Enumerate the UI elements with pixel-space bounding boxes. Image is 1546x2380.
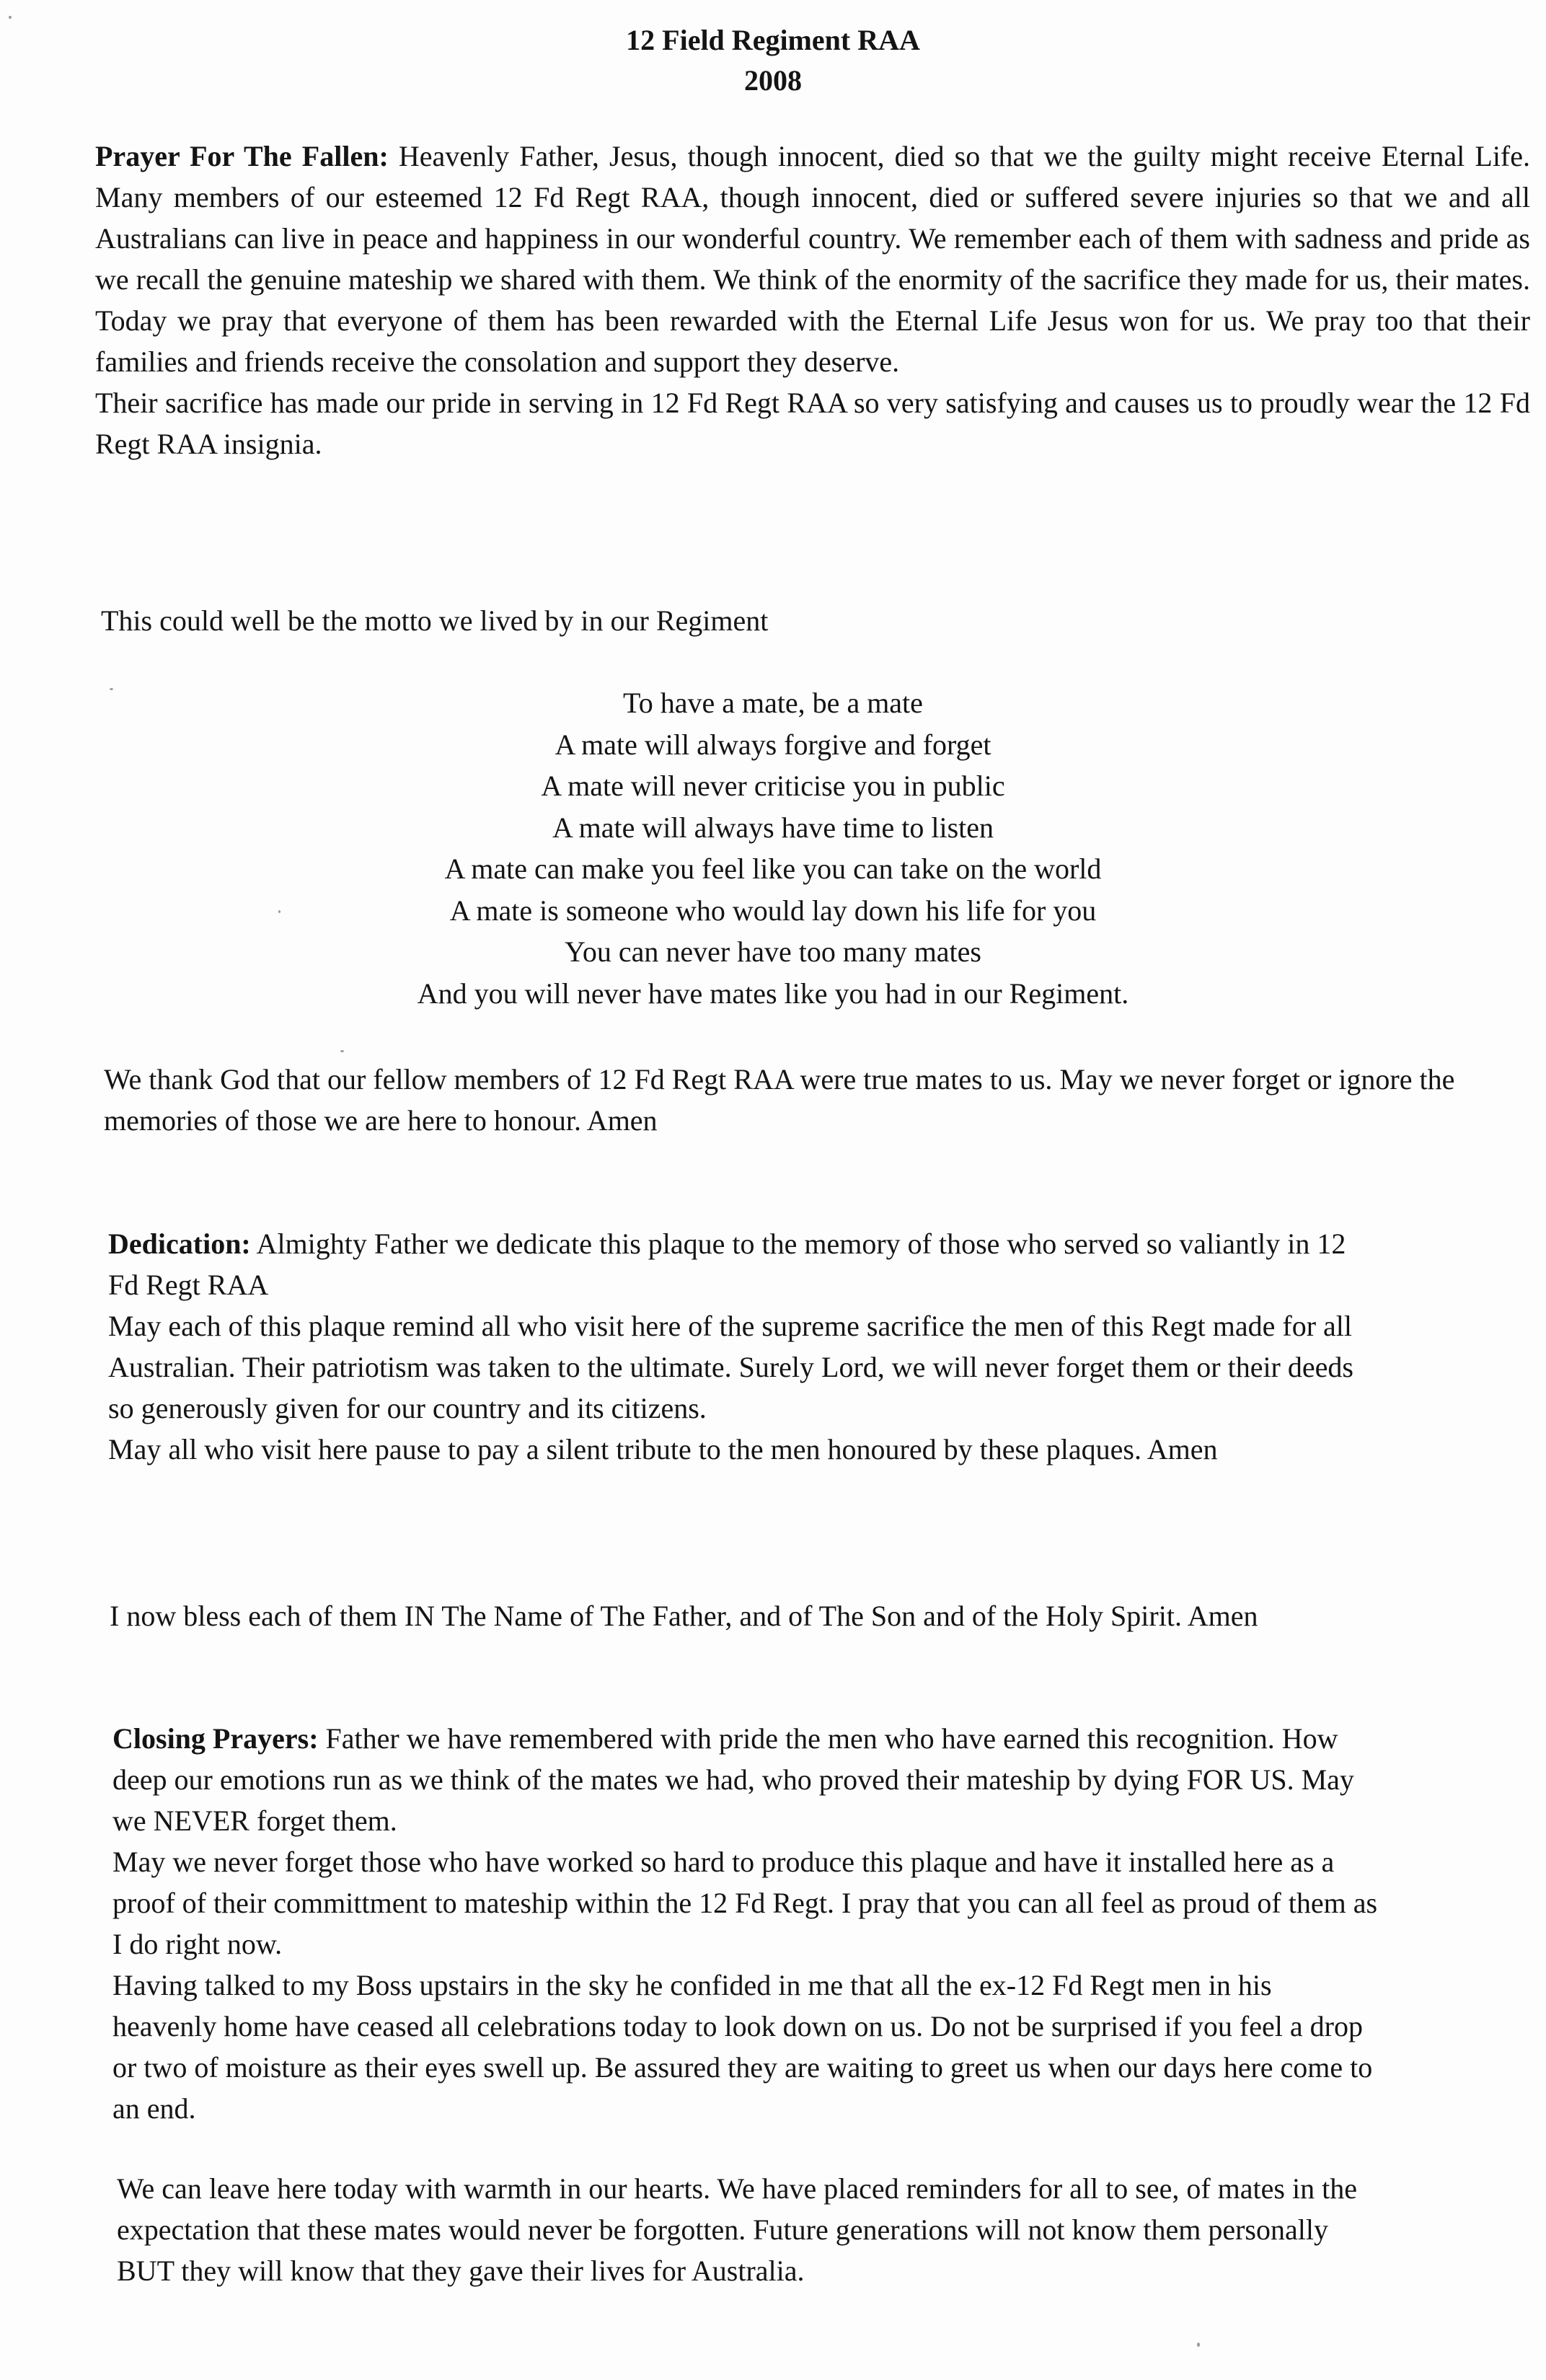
poem-line: You can never have too many mates	[564, 935, 981, 968]
poem-line: A mate will always have time to listen	[552, 811, 994, 844]
poem-line: A mate will always forgive and forget	[555, 728, 991, 761]
document-year: 2008	[744, 64, 802, 97]
scan-speck	[1197, 2342, 1200, 2347]
dedication-text-3: May all who visit here pause to pay a silent tribute to the men honoured by these plaques. Amen	[108, 1433, 1218, 1466]
closing-text-2: May we never forget those who have worked so hard to produce this plaque and have it installed here as a proof of their committment to mateship within the 12 Fd Regt. I pray that you can all feel as proud of them as I do right now.	[112, 1846, 1378, 1960]
scan-speck	[110, 688, 113, 690]
poem-line: To have a mate, be a mate	[623, 687, 923, 719]
poem-line: A mate will never criticise you in public	[541, 770, 1005, 802]
document-title: 12 Field Regiment RAA	[626, 24, 920, 56]
closing-paragraph	[112, 1718, 1382, 1841]
mate-poem	[0, 682, 1546, 1014]
document-header	[0, 20, 1546, 101]
blessing-paragraph: I now bless each of them IN The Name of The Father, and of The Son and of the Holy Spirit. Amen	[110, 1600, 1258, 1632]
closing-text-3: Having talked to my Boss upstairs in the sky he confided in me that all the ex-12 Fd Regt men in his heavenly home have ceased all celebrations today to look down on us. Do not be surprised if you feel a drop or two of moisture as their eyes swell up. Be assured they are waiting to greet us when our days here come to an end.	[112, 1969, 1373, 2125]
prayer-fallen-paragraph	[95, 136, 1530, 382]
scan-speck	[340, 1050, 344, 1052]
poem-line: And you will never have mates like you had in our Regiment.	[417, 977, 1129, 1010]
poem-line: A mate can make you feel like you can take on the world	[444, 852, 1102, 885]
dedication-section	[108, 1223, 1377, 1470]
leave-here-paragraph: We can leave here today with warmth in our hearts. We have placed reminders for all to see, of mates in the expectation that these mates would never be forgotten. Future generations will not know them personally BUT they will know that they gave their lives for Australia.	[117, 2172, 1357, 2287]
dedication-text-2: May each of this plaque remind all who visit here of the supreme sacrifice the men of this Regt made for all Australian. Their patriotism was taken to the ultimate. Surely Lord, we will never forget them or their deeds so generously given for our country and its citizens.	[108, 1310, 1353, 1424]
prayer-fallen-text-2: Their sacrifice has made our pride in serving in 12 Fd Regt RAA so very satisfying and causes us to proudly wear the 12 Fd Regt RAA insignia.	[95, 387, 1530, 460]
scan-speck	[278, 910, 281, 913]
dedication-label: Dedication:	[108, 1228, 251, 1260]
prayer-fallen-label: Prayer For The Fallen:	[95, 140, 389, 172]
dedication-paragraph	[108, 1223, 1377, 1305]
closing-label: Closing Prayers:	[112, 1722, 319, 1755]
motto-intro: This could well be the motto we lived by in our Regiment	[101, 604, 769, 637]
dedication-text: Almighty Father we dedicate this plaque to the memory of those who served so valiantly in 12 Fd Regt RAA	[108, 1228, 1346, 1301]
thank-god-paragraph: We thank God that our fellow members of 12 Fd Regt RAA were true mates to us. May we never forget or ignore the memories of those we are here to honour. Amen	[104, 1063, 1455, 1137]
closing-prayers-section	[112, 1718, 1382, 2129]
scan-speck	[9, 16, 12, 19]
prayer-for-the-fallen-section	[95, 136, 1530, 464]
poem-line: A mate is someone who would lay down his life for you	[449, 894, 1097, 927]
prayer-fallen-text: Heavenly Father, Jesus, though innocent, died so that we the guilty might receive Eternal Life. Many members of our esteemed 12 Fd Regt RAA, though innocent, died or suffered severe injuries so that we and all Australians can live in peace and happiness in our wonderful country. We remember each of them with sadness and pride as we recall the genuine mateship we shared with them. We think of the enormity of the sacrifice they made for us, their mates. Today we pray that everyone of them has been rewarded with the Eternal Life Jesus won for us. We pray too that their families and friends receive the consolation and support they deserve.	[95, 140, 1531, 378]
closing-text: Father we have remembered with pride the men who have earned this recognition. How deep our emotions run as we think of the mates we had, who proved their mateship by dying FOR US. May we NEVER forget them.	[112, 1722, 1354, 1837]
